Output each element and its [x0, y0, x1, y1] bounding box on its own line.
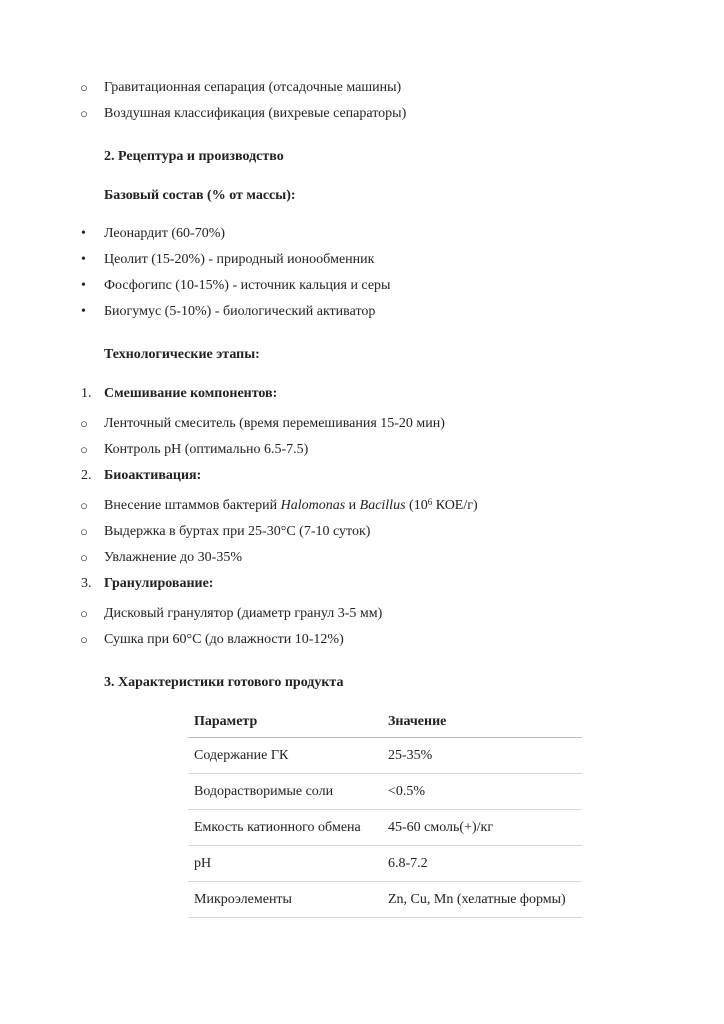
- table-cell: 25-35%: [382, 738, 582, 774]
- table-row: [188, 882, 582, 918]
- table-row: [188, 774, 582, 810]
- table-row: [188, 810, 582, 846]
- table-row: [188, 738, 582, 774]
- circle-bullet-icon: ○: [80, 632, 88, 647]
- table-cell: pH: [188, 846, 382, 882]
- column-header: Значение: [382, 706, 582, 738]
- table-row: [188, 846, 582, 882]
- circle-bullet-icon: ○: [80, 106, 88, 121]
- dot-bullet-icon: •: [81, 278, 86, 293]
- circle-bullet-icon: ○: [80, 80, 88, 95]
- table-cell: 6.8-7.2: [382, 846, 582, 882]
- specs-table: [188, 706, 582, 918]
- circle-bullet-icon: ○: [80, 442, 88, 457]
- table-cell: Емкость катионного обмена: [188, 810, 382, 846]
- table-cell: Содержание ГК: [188, 738, 382, 774]
- dot-bullet-icon: •: [81, 304, 86, 319]
- dot-bullet-icon: •: [81, 226, 86, 241]
- table-cell: Zn, Cu, Mn (хелатные формы): [382, 882, 582, 918]
- subsection-heading: Базовый состав (% от массы):: [104, 188, 296, 203]
- table-header-row: [188, 706, 582, 738]
- document-page: ○ Гравитационная сепарация (отсадочные машины) ○ Воздушная классификация (вихревые сепараторы) 2. Рецептура и производство Базовый состав (% от массы): • Леонардит (60-70%) • Цеолит (15-20%) - природный ионообменник • Фосфогипс (10-15%) - источник кальция и серы • Биогумус (5-10%) - биологический активатор Технологические этапы: 1. Смешивание компонентов: ○ Ленточный смеситель (время перемешивания 15-20 мин) ○ Контроль pH (оптимально 6.5-7.5) 2. Биоактивация: ○ Внесение штаммов бактерий Halomonas и Bacillus ($10^6$ КОЕ/г) ○ Выдержка в буртах при 25-30°C (7-10 суток) ○ Увлажнение до 30-35% 3. Гранулирование: ○ Дисковый гранулятор (диаметр гранул 3-5 мм) ○ Сушка при 60°C (до влажности 10-12%) 3. Характеристики готового продукта Параметр Значение Содержание ГК 25-35% Водорастворимые соли <0.5% Емкость катионного обмена 45-60 смоль(+)/кг pH 6.8-7.2 Микроэлементы Zn, Cu, Mn (хелатные формы): [0, 0, 724, 1024]
- subsection-heading: Технологические этапы:: [104, 347, 260, 362]
- circle-bullet-icon: ○: [80, 524, 88, 539]
- section-heading: 2. Рецептура и производство: [104, 149, 284, 164]
- table-cell: Микроэлементы: [188, 882, 382, 918]
- table-cell: <0.5%: [382, 774, 582, 810]
- circle-bullet-icon: ○: [80, 550, 88, 565]
- circle-bullet-icon: ○: [80, 606, 88, 621]
- circle-bullet-icon: ○: [80, 498, 88, 513]
- table-cell: 45-60 смоль(+)/кг: [382, 810, 582, 846]
- dot-bullet-icon: •: [81, 252, 86, 267]
- column-header: Параметр: [188, 706, 382, 738]
- table-cell: Водорастворимые соли: [188, 774, 382, 810]
- section-heading: 3. Характеристики готового продукта: [104, 675, 344, 690]
- circle-bullet-icon: ○: [80, 416, 88, 431]
